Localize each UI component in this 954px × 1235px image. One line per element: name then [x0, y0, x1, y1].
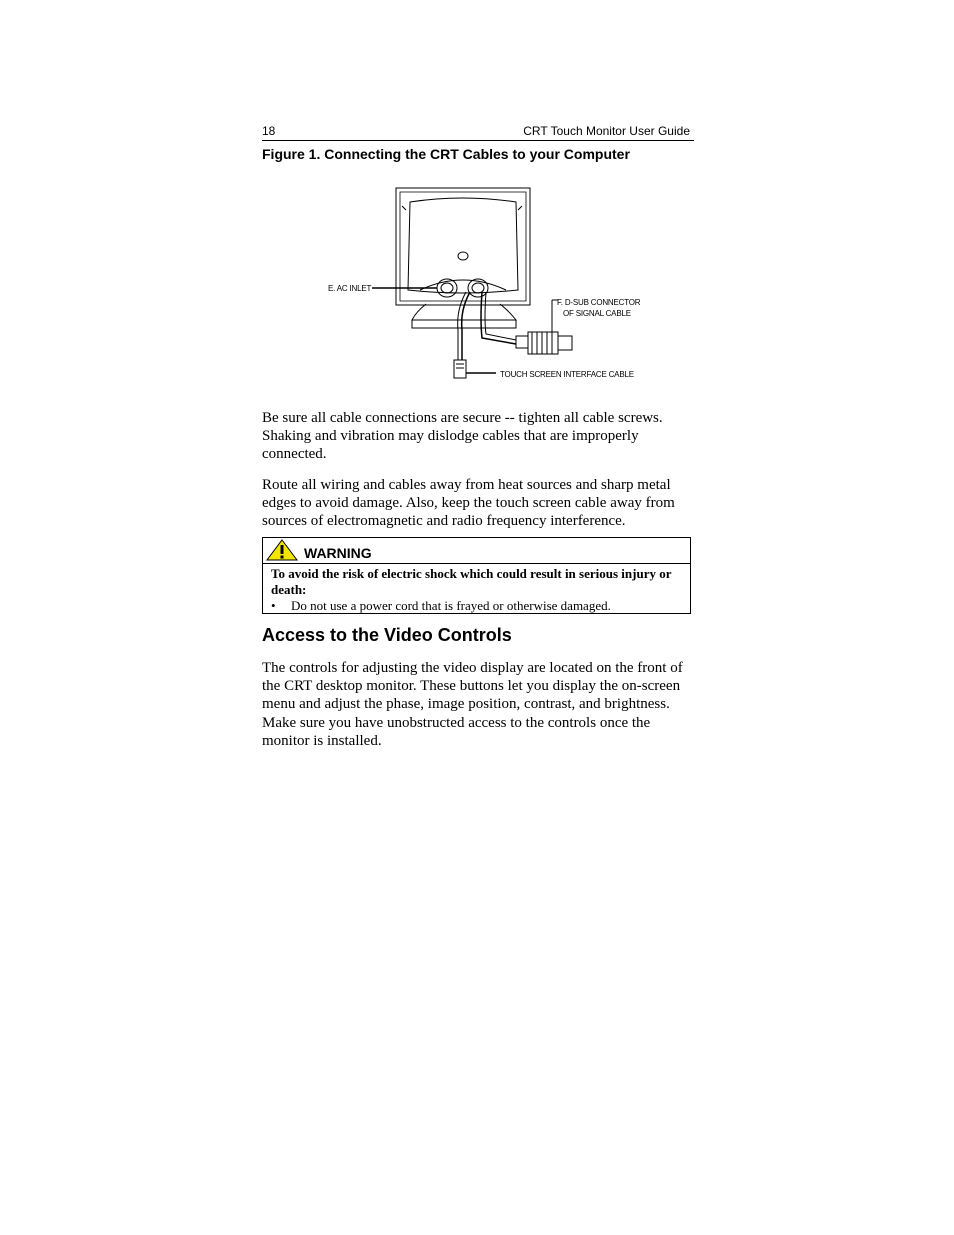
- label-dsub-line2: OF SIGNAL CABLE: [563, 309, 631, 318]
- warning-bullet-text: Do not use a power cord that is frayed or otherwise damaged.: [291, 598, 611, 613]
- cable-security-paragraph: Be sure all cable connections are secure -- tighten all cable screws. Shaking and vibration may dislodge cables that are improperly connected.: [262, 410, 663, 463]
- label-ac-inlet: E. AC INLET: [328, 284, 372, 293]
- label-dsub-line1: F. D-SUB CONNECTOR: [557, 298, 641, 307]
- warning-title: WARNING: [304, 545, 372, 561]
- crt-cable-diagram: [320, 180, 660, 390]
- figure-caption: Figure 1. Connecting the CRT Cables to your Computer: [262, 146, 630, 162]
- cable-routing-paragraph: Route all wiring and cables away from heat sources and sharp metal edges to avoid damage. Also, keep the touch screen cable away from sources of electromagnetic and radio frequency interference.: [262, 477, 675, 530]
- warning-bullet-item: [271, 598, 611, 614]
- label-touch-cable: TOUCH SCREEN INTERFACE CABLE: [500, 370, 634, 379]
- bullet-marker: •: [271, 598, 276, 613]
- page-number: 18: [262, 124, 276, 138]
- warning-box: [262, 537, 691, 614]
- running-header: [262, 124, 694, 141]
- warning-header: [263, 538, 690, 564]
- section-heading: Access to the Video Controls: [262, 625, 512, 645]
- warning-triangle-icon: [266, 539, 298, 561]
- warning-lead-text: To avoid the risk of electric shock which could result in serious injury or death:: [271, 566, 672, 597]
- book-title: CRT Touch Monitor User Guide: [523, 124, 690, 138]
- video-controls-paragraph: The controls for adjusting the video display are located on the front of the CRT desktop monitor. These buttons let you display the on-screen menu and adjust the phase, image position, contrast, and brightness. Make sure you have unobstructed access to the controls once the monitor is installed.: [262, 660, 683, 749]
